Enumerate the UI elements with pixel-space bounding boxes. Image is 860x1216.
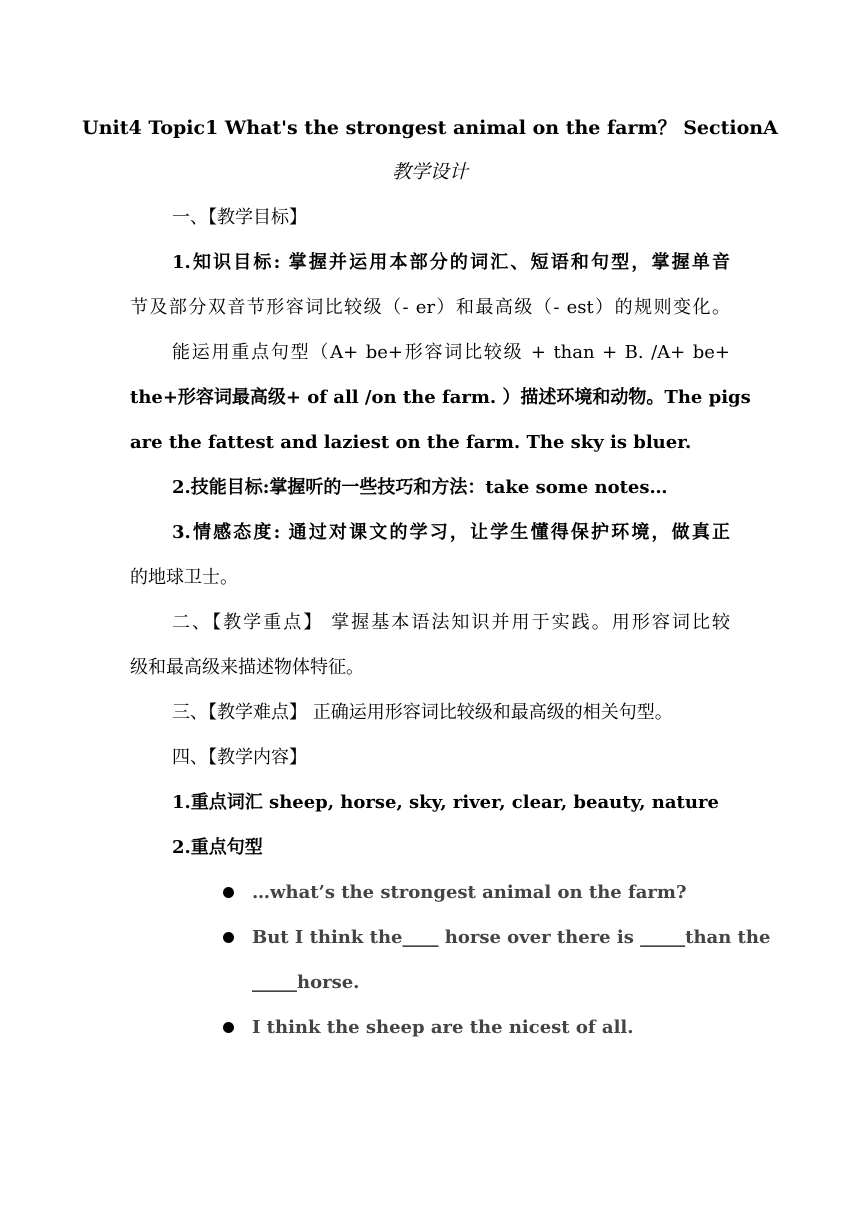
- section-key-points-line1: 二、【教学重点】 掌握基本语法知识并用于实践。用形容词比较: [172, 612, 730, 633]
- goal1-line2: 节及部分双音节形容词比较级（- er）和最高级（- est）的规则变化。: [130, 297, 730, 318]
- vocab-line: 1.重点词汇 sheep, horse, sky, river, clear, beauty, nature: [172, 792, 719, 813]
- bullet-item-1: …what’s the strongest animal on the farm?: [252, 882, 687, 903]
- bullet-item-3: I think the sheep are the nicest of all.: [252, 1017, 634, 1038]
- section-heading-objectives: 一、【教学目标】: [172, 207, 307, 228]
- document-subtitle: 教学设计: [391, 161, 468, 183]
- goal1-line3: 能运用重点句型（A+ be+形容词比较级 + than + B. /A+ be+: [172, 342, 730, 363]
- bullet-item-2: But I think the____ horse over there is _____than the: [252, 927, 771, 948]
- section-key-points-line2: 级和最高级来描述物体特征。: [130, 657, 364, 678]
- bullet-icon: [223, 932, 234, 943]
- goal1-line1: 1.知识目标: 掌握并运用本部分的词汇、短语和句型，掌握单音: [172, 252, 730, 273]
- goal1-line4: the+形容词最高级+ of all /on the farm. ）描述环境和动物。The pigs: [130, 387, 751, 408]
- bullet-icon: [223, 887, 234, 898]
- bullet-icon: [223, 1022, 234, 1033]
- section-heading-content: 四、【教学内容】: [172, 747, 307, 768]
- goal3-line1: 3.情感态度: 通过对课文的学习，让学生懂得保护环境，做真正: [172, 522, 730, 543]
- goal3-line2: 的地球卫士。: [130, 567, 238, 588]
- goal2: 2.技能目标:掌握听的一些技巧和方法：take some notes…: [172, 477, 668, 498]
- sentences-heading: 2.重点句型: [172, 837, 263, 858]
- bullet-item-2-continued: _____horse.: [252, 972, 360, 993]
- document-title: Unit4 Topic1 What's the strongest animal on the farm？ SectionA: [82, 117, 778, 139]
- goal1-line5: are the fattest and laziest on the farm. The sky is bluer.: [130, 432, 692, 453]
- section-difficulties: 三、【教学难点】 正确运用形容词比较级和最高级的相关句型。: [172, 702, 673, 723]
